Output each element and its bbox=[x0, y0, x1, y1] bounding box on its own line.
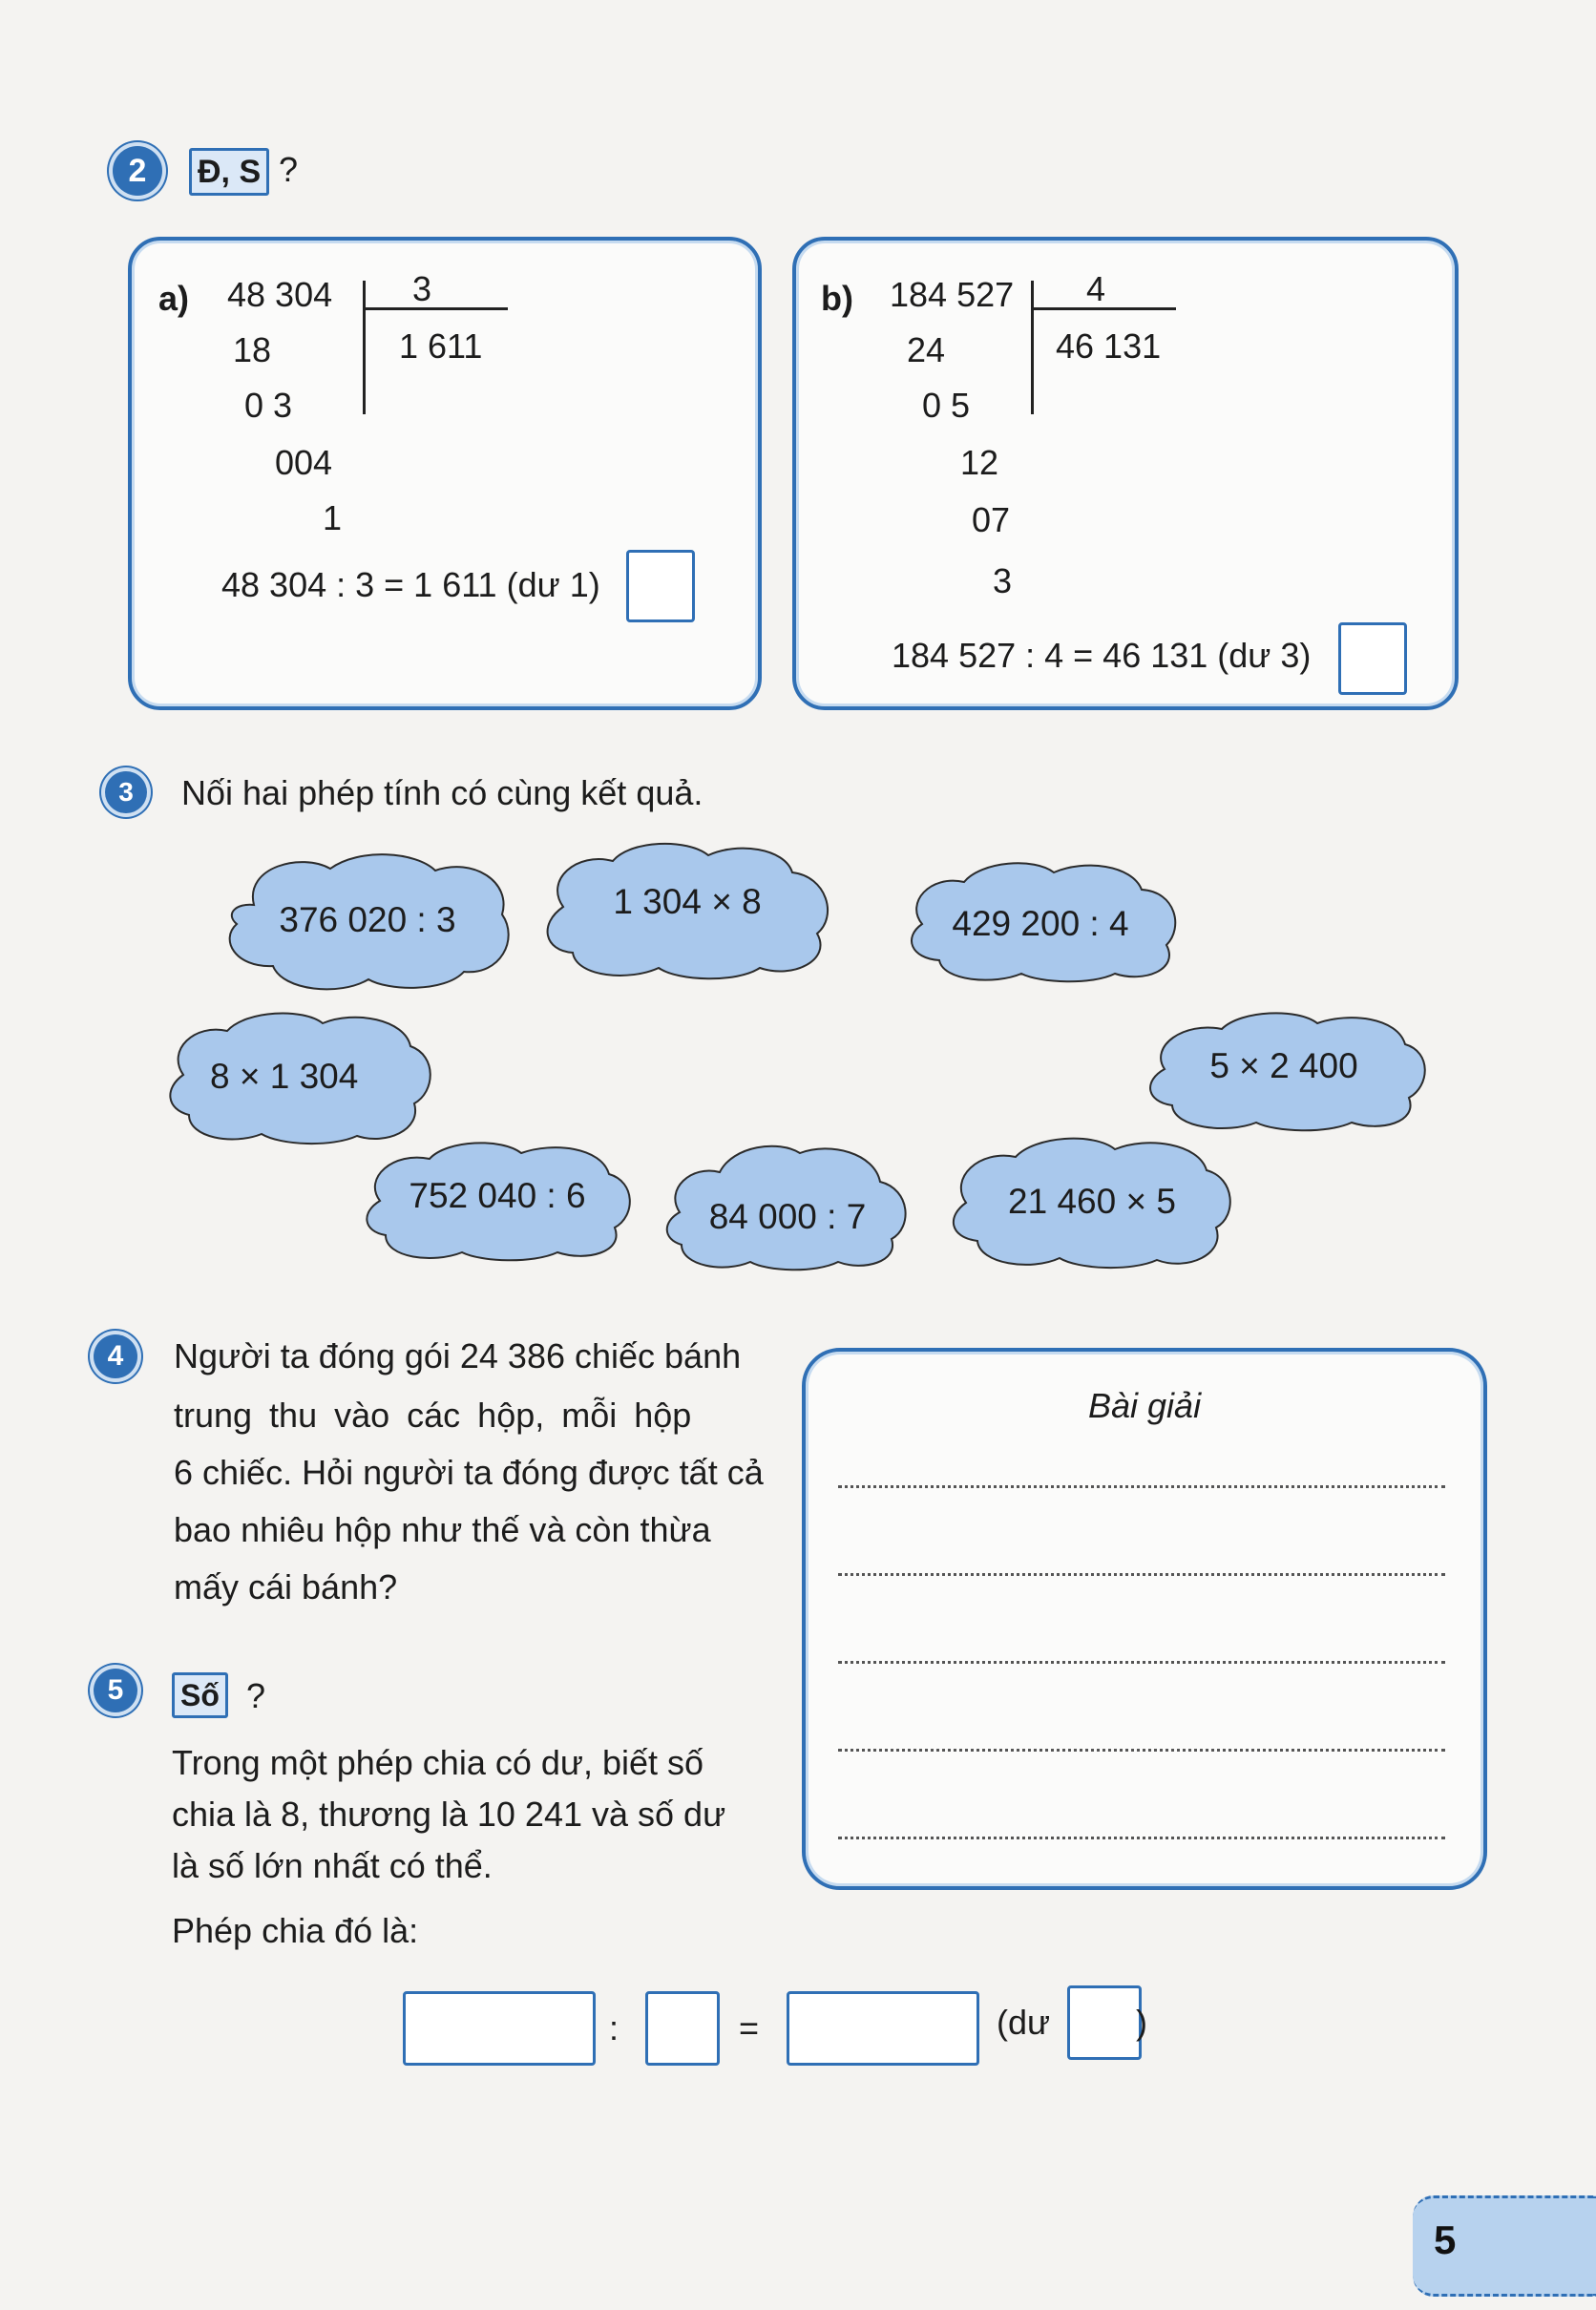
exercise-5-badge bbox=[94, 1669, 137, 1712]
exercise-2b-step-3: 12 bbox=[960, 443, 999, 482]
exercise-3-instruction: Nối hai phép tính có cùng kết quả. bbox=[181, 773, 704, 812]
exercise-2a-step-3: 004 bbox=[275, 443, 333, 482]
exercise-5-number: 5 bbox=[107, 1674, 124, 1706]
page-number-tab bbox=[1413, 2195, 1596, 2297]
exercise-2b-divisor: 4 bbox=[1086, 269, 1106, 308]
cloud-label: 8 × 1 304 bbox=[210, 1057, 359, 1096]
exercise-2b-quotient: 46 131 bbox=[1056, 326, 1162, 366]
exercise-2b-label: b) bbox=[821, 279, 853, 318]
exercise-2-badge bbox=[113, 146, 162, 196]
remainder-close-paren: ) bbox=[1136, 2003, 1147, 2042]
exercise-2a-label: a) bbox=[158, 279, 190, 318]
exercise-2a-step-4: 1 bbox=[323, 498, 343, 537]
exercise-4-number: 4 bbox=[107, 1340, 124, 1372]
cloud-429200-div-4[interactable] bbox=[897, 857, 1184, 983]
solution-panel bbox=[802, 1348, 1487, 1890]
exercise-2b-panel bbox=[792, 237, 1459, 710]
cloud-label: 5 × 2 400 bbox=[1209, 1046, 1358, 1085]
exercise-5-line-1: Trong một phép chia có dư, biết số bbox=[172, 1743, 704, 1782]
exercise-3-badge bbox=[105, 771, 147, 813]
exercise-2b-statement: 184 527 : 4 = 46 131 (dư 3) bbox=[892, 636, 1312, 675]
cloud-label: 752 040 : 6 bbox=[409, 1176, 586, 1215]
exercise-2b-step-2: 0 5 bbox=[922, 386, 971, 425]
exercise-2a-step-1: 18 bbox=[233, 330, 272, 369]
cloud-label: 1 304 × 8 bbox=[613, 882, 762, 921]
division-vertical-bar bbox=[1031, 281, 1034, 414]
exercise-4-line-2: trung thu vào các hộp, mỗi hộp bbox=[174, 1396, 692, 1435]
division-vertical-bar bbox=[363, 281, 366, 414]
exercise-2a-statement: 48 304 : 3 = 1 611 (dư 1) bbox=[221, 565, 600, 604]
exercise-5-line-3: là số lớn nhất có thể. bbox=[172, 1846, 493, 1885]
division-sign: : bbox=[609, 2008, 620, 2048]
solution-title: Bài giải bbox=[1088, 1386, 1202, 1425]
exercise-2a-dividend: 48 304 bbox=[227, 275, 333, 314]
exercise-2a-quotient: 1 611 bbox=[399, 326, 483, 366]
exercise-3-number: 3 bbox=[118, 777, 134, 807]
exercise-4-line-3: 6 chiếc. Hỏi người ta đóng được tất cả bbox=[174, 1453, 764, 1492]
exercise-2b-step-5: 3 bbox=[993, 561, 1013, 600]
exercise-4-line-5: mấy cái bánh? bbox=[174, 1567, 398, 1606]
exercise-5-question-mark: ? bbox=[246, 1676, 266, 1715]
exercise-4-line-1: Người ta đóng gói 24 386 chiếc bánh bbox=[174, 1336, 742, 1376]
equals-sign: = bbox=[739, 2008, 760, 2048]
cloud-8-times-1304[interactable] bbox=[160, 1008, 431, 1145]
cloud-5-times-2400[interactable] bbox=[1136, 1008, 1432, 1132]
exercise-2-tag bbox=[189, 148, 269, 196]
cloud-84000-div-7[interactable] bbox=[659, 1140, 916, 1271]
answer-line-2[interactable] bbox=[838, 1573, 1445, 1576]
exercise-5-tag bbox=[172, 1672, 228, 1718]
remainder-label: (dư bbox=[997, 2003, 1051, 2042]
answer-line-1[interactable] bbox=[838, 1485, 1445, 1488]
cloud-label: 429 200 : 4 bbox=[952, 904, 1129, 943]
cloud-376020-div-3[interactable] bbox=[216, 848, 519, 993]
exercise-2b-answer-box[interactable] bbox=[1338, 622, 1407, 695]
exercise-2a-panel bbox=[128, 237, 762, 710]
remainder-input[interactable] bbox=[1067, 1985, 1142, 2060]
answer-line-3[interactable] bbox=[838, 1661, 1445, 1664]
exercise-2b-dividend: 184 527 bbox=[890, 275, 1015, 314]
quotient-input[interactable] bbox=[787, 1991, 979, 2066]
exercise-2-number: 2 bbox=[128, 152, 147, 189]
cloud-1304-times-8[interactable] bbox=[535, 838, 840, 981]
page-number: 5 bbox=[1434, 2217, 1457, 2262]
cloud-752040-div-6[interactable] bbox=[357, 1138, 638, 1262]
cloud-label: 376 020 : 3 bbox=[279, 900, 456, 939]
cloud-label: 21 460 × 5 bbox=[1008, 1182, 1176, 1221]
exercise-2b-step-1: 24 bbox=[907, 330, 946, 369]
divisor-input[interactable] bbox=[645, 1991, 720, 2066]
exercise-2a-step-2: 0 3 bbox=[244, 386, 293, 425]
exercise-2a-divisor: 3 bbox=[412, 269, 432, 308]
exercise-2-tag-text: Đ, S bbox=[198, 153, 262, 190]
exercise-5-line-2: chia là 8, thương là 10 241 và số dư bbox=[172, 1795, 726, 1834]
exercise-4-line-4: bao nhiêu hộp như thế và còn thừa bbox=[174, 1510, 711, 1549]
cloud-21460-times-5[interactable] bbox=[941, 1132, 1243, 1271]
exercise-5-tag-text: Số bbox=[180, 1677, 220, 1712]
exercise-5-prompt: Phép chia đó là: bbox=[172, 1911, 419, 1950]
answer-line-5[interactable] bbox=[838, 1837, 1445, 1839]
answer-line-4[interactable] bbox=[838, 1749, 1445, 1752]
division-horizontal-bar bbox=[363, 307, 508, 310]
exercise-2-question-mark: ? bbox=[279, 150, 299, 189]
exercise-4-badge bbox=[94, 1334, 137, 1378]
exercise-2a-answer-box[interactable] bbox=[626, 550, 695, 622]
exercise-2b-step-4: 07 bbox=[972, 500, 1011, 539]
cloud-label: 84 000 : 7 bbox=[708, 1197, 867, 1236]
dividend-input[interactable] bbox=[403, 1991, 596, 2066]
